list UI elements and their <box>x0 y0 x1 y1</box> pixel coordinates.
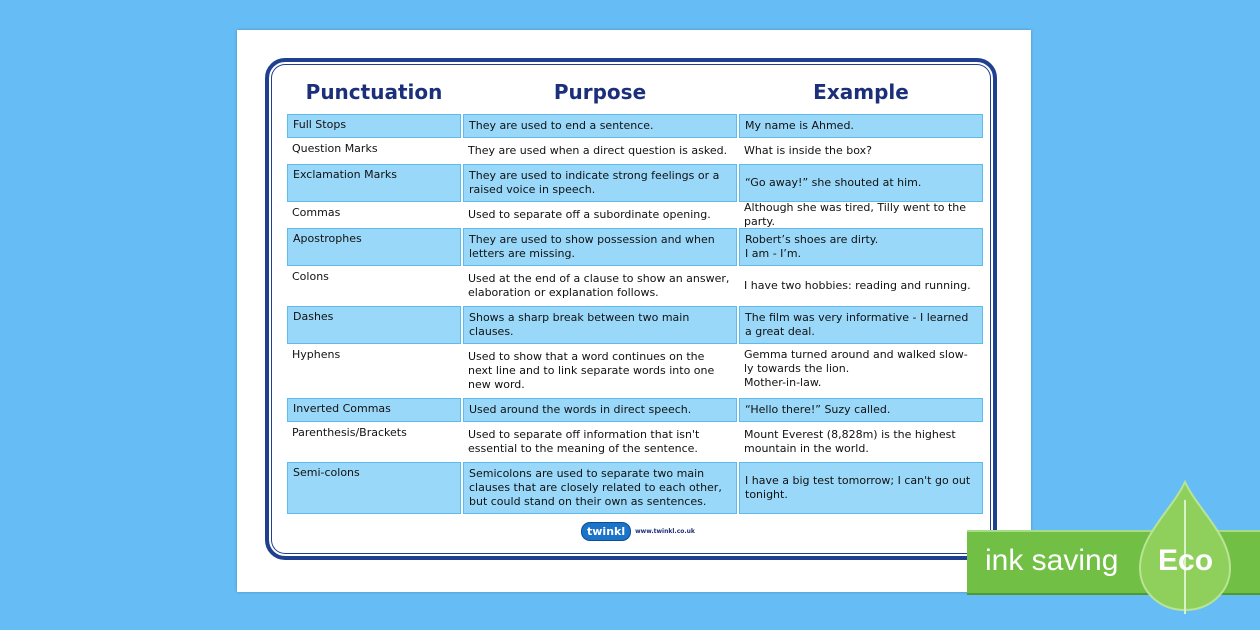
example-cell: Robert’s shoes are dirty. I am - I’m. <box>739 228 983 266</box>
punctuation-cell: Apostrophes <box>287 228 461 266</box>
example-cell: Gemma turned around and walked slow- ly towards the lion. Mother-in-law. <box>744 348 968 389</box>
ink-saving-label: ink saving <box>985 544 1119 577</box>
worksheet <box>237 30 1031 592</box>
eco-label: Eco <box>1158 544 1214 577</box>
punctuation-cell: Colons <box>292 270 329 283</box>
purpose-cell: Used to show that a word continues on the next line and to link separate words into one new word. <box>468 350 715 391</box>
punctuation-cell: Dashes <box>287 306 461 344</box>
purpose-cell: They are used when a direct question is asked. <box>468 144 728 157</box>
table-row <box>287 203 983 227</box>
example-cell: “Go away!” she shouted at him. <box>739 164 983 202</box>
example-cell: I have a big test tomorrow; I can't go out tonight. <box>739 462 983 514</box>
punctuation-cell: Parenthesis/Brackets <box>292 426 407 439</box>
table-row <box>287 462 983 514</box>
purpose-cell: They are used to show possession and when letters are missing. <box>463 228 737 266</box>
example-cell: I have two hobbies: reading and running. <box>744 279 971 292</box>
example-cell: My name is Ahmed. <box>739 114 983 138</box>
example-cell: What is inside the box? <box>744 144 873 157</box>
punctuation-cell: Exclamation Marks <box>287 164 461 202</box>
table-row <box>287 164 983 202</box>
table-row <box>287 423 983 461</box>
purpose-cell: Used to separate off information that isn't essential to the meaning of the sentence. <box>468 428 700 455</box>
header-purpose: Purpose <box>553 80 647 104</box>
table-row <box>287 114 983 138</box>
punctuation-cell: Question Marks <box>292 142 378 155</box>
punctuation-cell: Semi-colons <box>287 462 461 514</box>
header-punctuation: Punctuation <box>305 80 443 104</box>
table-row <box>287 398 983 422</box>
punctuation-table <box>287 114 983 514</box>
table-header <box>287 80 983 110</box>
purpose-cell: Shows a sharp break between two main clauses. <box>463 306 737 344</box>
header-example: Example <box>813 80 909 104</box>
example-cell: The film was very informative - I learned a great deal. <box>739 306 983 344</box>
example-cell: Mount Everest (8,828m) is the highest mountain in the world. <box>744 428 956 455</box>
twinkl-logo <box>581 522 695 541</box>
table-row <box>287 306 983 344</box>
purpose-cell: Used to separate off a subordinate opening. <box>468 208 711 221</box>
table-row <box>287 267 983 305</box>
punctuation-cell: Commas <box>292 206 341 219</box>
table-row <box>287 345 983 397</box>
twinkl-brand: twinkl <box>581 522 631 541</box>
twinkl-url: www.twinkl.co.uk <box>635 528 695 535</box>
table-row <box>287 139 983 163</box>
example-cell: “Hello there!” Suzy called. <box>739 398 983 422</box>
table-row <box>287 228 983 266</box>
purpose-cell: Semicolons are used to separate two main clauses that are closely related to each other, but could stand on their own as sentences. <box>463 462 737 514</box>
purpose-cell: Used around the words in direct speech. <box>463 398 737 422</box>
punctuation-cell: Hyphens <box>292 348 341 361</box>
purpose-cell: They are used to end a sentence. <box>463 114 737 138</box>
example-cell: Although she was tired, Tilly went to the party. <box>744 201 967 228</box>
punctuation-cell: Inverted Commas <box>287 398 461 422</box>
purpose-cell: Used at the end of a clause to show an answer, elaboration or explanation follows. <box>468 272 730 299</box>
purpose-cell: They are used to indicate strong feelings or a raised voice in speech. <box>463 164 737 202</box>
punctuation-cell: Full Stops <box>287 114 461 138</box>
